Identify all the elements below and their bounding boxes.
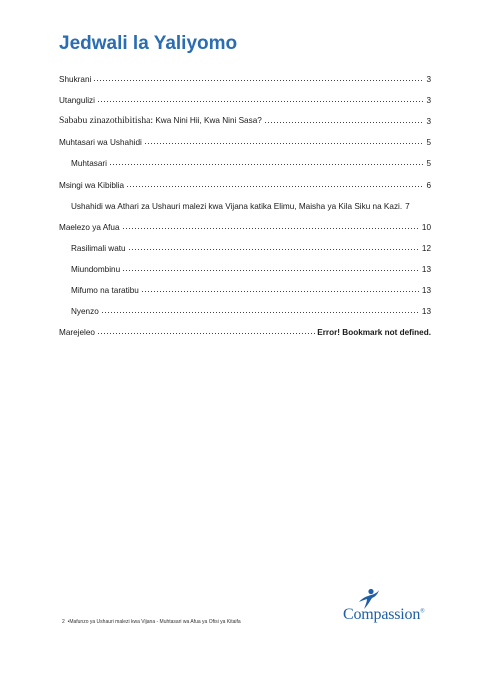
toc-error-text: Error! Bookmark not defined. bbox=[317, 328, 431, 338]
dot-leader bbox=[93, 72, 424, 82]
toc-entry-label: Mifumo na taratibu bbox=[71, 286, 139, 296]
toc-entry-label: Ushahidi wa Athari za Ushauri malezi kwa Vijana katika Elimu, Maisha ya Kila Siku na Kazi. bbox=[71, 201, 403, 211]
toc-page-number: 3 bbox=[426, 117, 431, 127]
footer-text: •Mafunzo ya Ushauri malezi kwa Vijana - Muhtasari wa Afua ya Ofisi ya Kitaifa bbox=[67, 619, 241, 625]
toc-page-number: 3 bbox=[426, 96, 431, 106]
toc-page-number: 13 bbox=[421, 307, 431, 317]
toc-entry-label-serif: Sababu zinazothibitisha: bbox=[59, 115, 154, 127]
dot-leader bbox=[97, 325, 315, 335]
toc-entry-label: Msingi wa Kibiblia bbox=[59, 180, 125, 190]
toc-entry-label: Miundombinu bbox=[71, 264, 121, 274]
toc-entry-label: Maelezo ya Afua bbox=[59, 222, 120, 232]
compassion-logo bbox=[343, 588, 435, 628]
toc-entry-maelezo-ya-afua[interactable] bbox=[59, 211, 431, 232]
toc-entry-label: Nyenzo bbox=[71, 307, 99, 317]
toc-page-number: 3 bbox=[426, 75, 431, 85]
toc-entry-muhtasari-wa-ushahidi[interactable] bbox=[59, 126, 431, 147]
dot-leader bbox=[144, 135, 425, 145]
toc-entry-utangulizi[interactable] bbox=[59, 84, 431, 105]
toc-entry-msingi-wa-kibiblia[interactable] bbox=[59, 168, 431, 189]
toc-entry-label: Muhtasari wa Ushahidi bbox=[59, 138, 142, 148]
toc-page-number: 10 bbox=[421, 222, 431, 232]
footer-page-number: 2 bbox=[62, 619, 65, 625]
toc-page-number: 5 bbox=[426, 138, 431, 148]
toc-page-number: 6 bbox=[426, 180, 431, 190]
toc-page-number: 13 bbox=[421, 264, 431, 274]
toc-page-number: 13 bbox=[421, 286, 431, 296]
toc-entry-rasilimali-watu[interactable] bbox=[59, 232, 431, 253]
toc-entry-label: Rasilimali watu bbox=[71, 243, 126, 253]
dot-leader bbox=[109, 156, 424, 166]
toc-entry-label-rest: Kwa Nini Hii, Kwa Nini Sasa? bbox=[153, 116, 262, 126]
toc-entry-shukrani[interactable] bbox=[59, 63, 431, 84]
dot-leader bbox=[141, 283, 420, 293]
page-title: Jedwali la Yaliyomo bbox=[59, 33, 238, 54]
dot-leader bbox=[122, 262, 420, 272]
toc-entry-ushahidi-wa-athari[interactable] bbox=[59, 190, 431, 211]
toc-entry-miundombinu[interactable] bbox=[59, 253, 431, 274]
toc-entry-sababu[interactable] bbox=[59, 105, 431, 126]
dot-leader bbox=[97, 93, 424, 103]
toc-entry-label: Utangulizi bbox=[59, 96, 95, 106]
toc-entry-label: Muhtasari bbox=[71, 159, 107, 169]
toc-entry-marejeleo[interactable] bbox=[59, 316, 431, 337]
dot-leader bbox=[122, 220, 420, 230]
toc-entry-nyenzo[interactable] bbox=[59, 295, 431, 316]
toc-entry-muhtasari[interactable] bbox=[59, 147, 431, 168]
toc-page-number: 12 bbox=[421, 243, 431, 253]
toc-entry-label: Marejeleo bbox=[59, 328, 95, 338]
toc-page-number: 7 bbox=[405, 201, 410, 211]
toc-page-number: 5 bbox=[426, 159, 431, 169]
dot-leader bbox=[264, 114, 425, 124]
toc-entry-label: Shukrani bbox=[59, 75, 92, 85]
dot-leader bbox=[126, 178, 424, 188]
toc-entry-mifumo-na-taratibu[interactable] bbox=[59, 274, 431, 295]
page-footer bbox=[62, 619, 241, 625]
toc-entry-label bbox=[59, 115, 262, 126]
dot-leader bbox=[101, 304, 420, 314]
dot-leader bbox=[128, 241, 420, 251]
compassion-logo-text: Compassion® bbox=[343, 606, 425, 623]
table-of-contents bbox=[59, 63, 431, 337]
